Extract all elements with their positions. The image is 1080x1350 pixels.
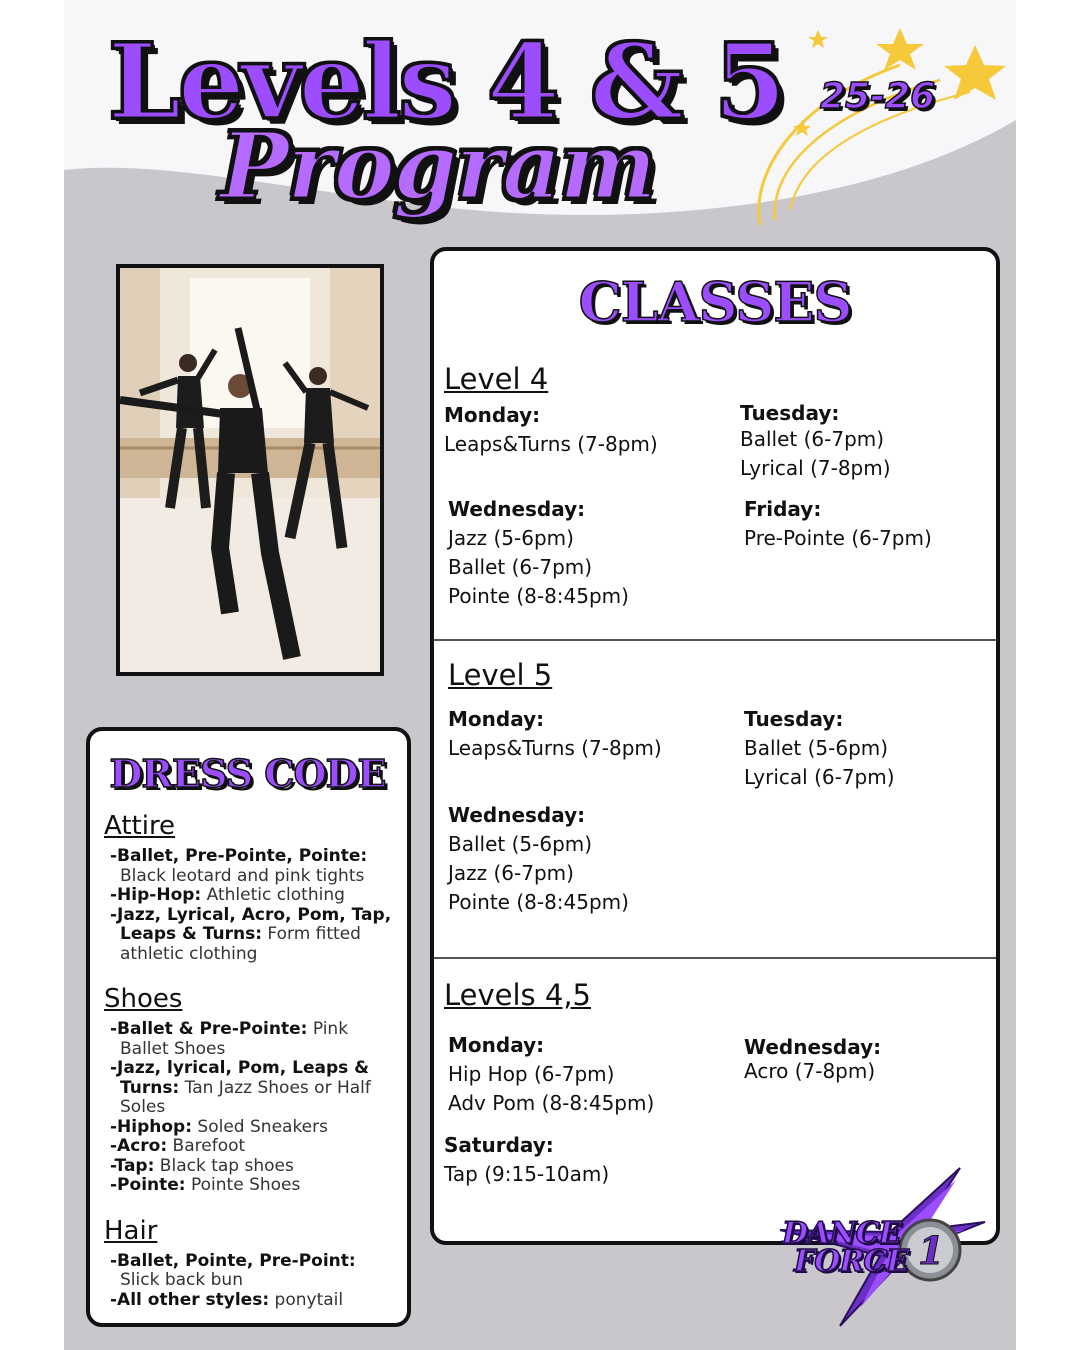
levels-4-5-wednesday: Wednesday: Acro (7-8pm) xyxy=(744,1035,882,1083)
dress-code-card xyxy=(86,727,411,1327)
list-item: -Pointe: Pointe Shoes xyxy=(110,1175,301,1195)
hair-list xyxy=(110,1252,393,1311)
list-item: -Ballet, Pre-Pointe, Pointe: Black leotard and pink tights xyxy=(110,846,368,886)
level-4-monday: Monday: Leaps&Turns (7-8pm) xyxy=(444,403,658,456)
section-divider xyxy=(434,639,996,641)
hair-heading: Hair xyxy=(104,1215,158,1246)
list-item: -Jazz, lyrical, Pom, Leaps & Turns: Tan Jazz Shoes or Half Soles xyxy=(110,1058,371,1117)
dress-code-heading: DRESS CODE xyxy=(109,751,386,796)
dancers-photo xyxy=(116,264,384,676)
level-5-wednesday: Wednesday: Ballet (5-6pm) Jazz (6-7pm) Pointe (8-8:45pm) xyxy=(448,803,629,914)
logo-text-force: FORCE xyxy=(794,1244,909,1279)
dance-force-logo xyxy=(770,1160,1000,1330)
section-divider xyxy=(434,957,996,959)
level-4-friday: Friday: Pre-Pointe (6-7pm) xyxy=(744,497,932,550)
shoes-heading: Shoes xyxy=(104,984,183,1014)
list-item: -All other styles: ponytail xyxy=(110,1289,344,1310)
levels-4-5-saturday: Saturday: Tap (9:15-10am) xyxy=(444,1133,610,1186)
shoes-list xyxy=(110,1020,393,1196)
level-4-wednesday: Wednesday: Jazz (5-6pm) Ballet (6-7pm) Pointe (8-8:45pm) xyxy=(448,497,629,608)
list-item: -Tap: Black tap shoes xyxy=(110,1155,294,1176)
level-5-tuesday: Tuesday: Ballet (5-6pm) Lyrical (6-7pm) xyxy=(744,707,895,789)
classes-heading: CLASSES xyxy=(578,270,852,334)
levels-4-5-heading: Levels 4,5 xyxy=(444,978,591,1012)
level-4-heading: Level 4 xyxy=(444,362,549,396)
season-label: 25-26 xyxy=(820,76,936,117)
levels-4-5-monday: Monday: Hip Hop (6-7pm) Adv Pom (8-8:45pm) xyxy=(448,1033,655,1115)
logo-mark-one: 1 xyxy=(918,1228,945,1273)
classes-card xyxy=(430,247,1000,1245)
list-item: -Jazz, Lyrical, Acro, Pom, Tap, Leaps & Turns: Form fitted athletic clothing xyxy=(110,904,392,964)
list-item: -Ballet, Pointe, Pre-Point: Slick back bun xyxy=(110,1250,356,1290)
shooting-stars-icon xyxy=(740,20,1020,230)
list-item: -Hiphop: Soled Sneakers xyxy=(110,1116,328,1137)
logo-text-dance: DANCE xyxy=(782,1216,901,1251)
level-4-tuesday: Tuesday: Ballet (6-7pm) Lyrical (7-8pm) xyxy=(740,401,891,480)
level-5-monday: Monday: Leaps&Turns (7-8pm) xyxy=(448,707,662,760)
list-item: -Hip-Hop: Athletic clothing xyxy=(110,885,345,905)
level-5-heading: Level 5 xyxy=(448,658,553,692)
attire-list xyxy=(110,847,393,964)
flyer-subtitle: Program xyxy=(220,112,655,220)
attire-heading: Attire xyxy=(104,811,176,841)
list-item: -Acro: Barefoot xyxy=(110,1136,246,1156)
list-item: -Ballet & Pre-Pointe: Pink Ballet Shoes xyxy=(110,1019,349,1059)
flyer-title: Levels 4 & 5 xyxy=(108,20,784,143)
